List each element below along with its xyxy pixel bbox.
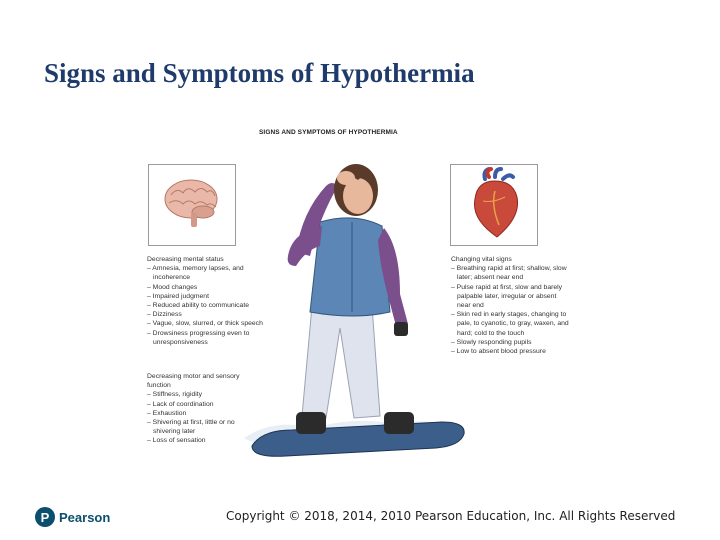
list-item: – Amnesia, memory lapses, and incoherence [147,264,272,282]
snowboarder-illustration [234,156,474,466]
list-item: – Impaired judgment [147,292,272,301]
brain-icon [149,165,235,245]
mental-status-heading: Decreasing mental status [147,256,224,263]
list-item: – Loss of sensation [147,436,257,445]
list-item: – Stiffness, rigidity [147,390,257,399]
list-item: – Vague, slow, slurred, or thick speech [147,319,272,328]
motor-function-heading: Decreasing motor and sensory function [147,373,240,390]
list-item: – Dizziness [147,310,272,319]
copyright-notice: Copyright © 2018, 2014, 2010 Pearson Education, Inc. All Rights Reserved [226,509,676,523]
list-item: – Reduced ability to communicate [147,301,272,310]
list-item: – Pulse rapid at first, slow and barely palpable later, irregular or absent near end [451,283,569,311]
list-item: – Slowly responding pupils [451,338,569,347]
list-item: – Mood changes [147,283,272,292]
list-item: – Shivering at first, little or no shivering later [147,418,257,436]
vital-signs-heading: Changing vital signs [451,256,512,263]
list-item: – Lack of coordination [147,400,257,409]
pearson-logo [35,505,110,529]
figure-caption: SIGNS AND SYMPTOMS OF HYPOTHERMIA [259,129,398,136]
pearson-logo-word: Pearson [59,509,111,525]
pearson-logo-mark: P [35,507,55,527]
list-item: – Drowsiness progressing even to unresponsiveness [147,329,272,347]
list-item: – Low to absent blood pressure [451,347,569,356]
slide-title: Signs and Symptoms of Hypothermia [44,58,475,88]
list-item: – Breathing rapid at first; shallow, slow later; absent near end [451,264,569,282]
list-item: – Skin red in early stages, changing to pale, to cyanotic, to gray, waxen, and hard; cold to the touch [451,310,569,338]
list-item: – Exhaustion [147,409,257,418]
brain-panel [148,164,236,246]
